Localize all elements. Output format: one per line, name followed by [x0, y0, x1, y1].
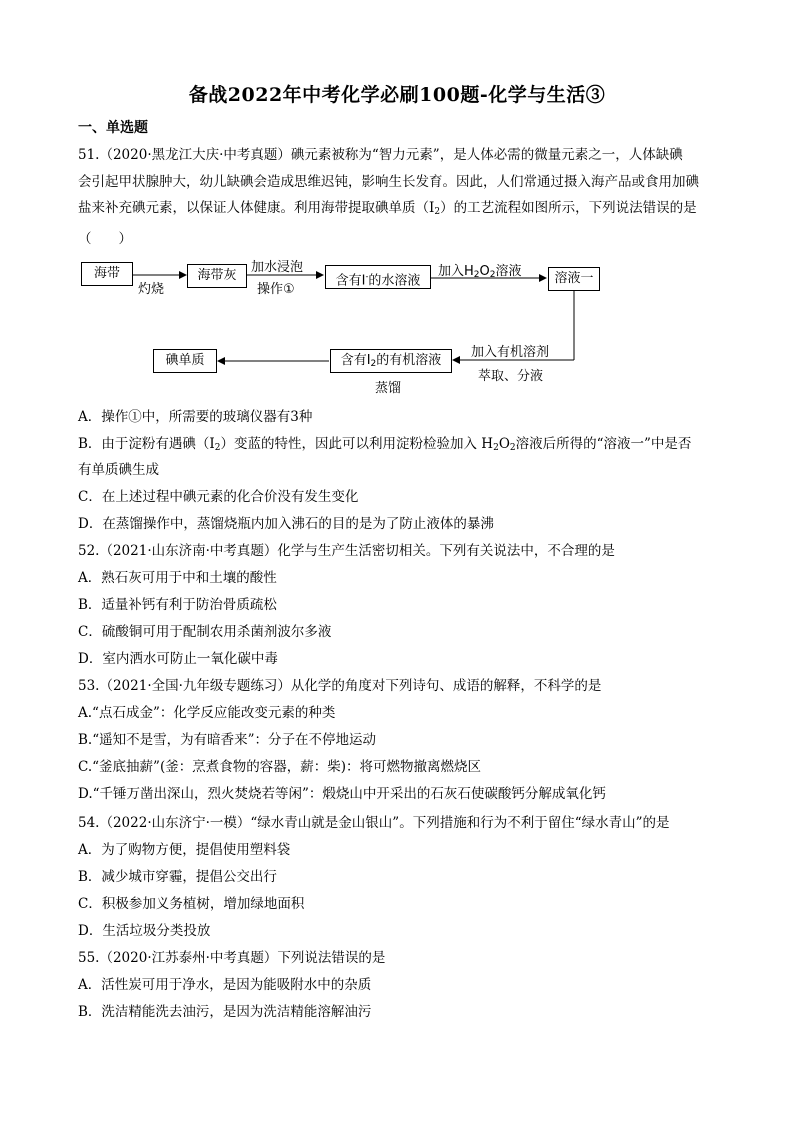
- flow-label-distill: 蒸馏: [375, 381, 402, 396]
- q54-option-d: D．生活垃圾分类投放: [78, 923, 211, 939]
- q51-line-4: （ ）: [78, 230, 132, 247]
- flow-label-add-h2o2: 加入$H_2O_2$溶液: [438, 264, 522, 280]
- flow-box-kelp-ash: 海带灰: [187, 264, 247, 288]
- q51-option-d: D．在蒸馏操作中，蒸馏烧瓶内加入沸石的目的是为了防止液体的暴沸: [78, 516, 494, 532]
- flow-label-add-organic: 加入有机溶剂: [471, 345, 550, 360]
- flow-label-burn: 灼烧: [138, 282, 165, 297]
- q51-option-b-cont: 有单质碘生成: [78, 462, 159, 478]
- flow-label-operation-1: 操作①: [257, 282, 295, 297]
- q53-option-d: D.“千锤万凿出深山，烈火焚烧若等闲”：煅烧山中开采出的石灰石使碳酸钙分解成氧化钙: [78, 786, 606, 802]
- q55-option-a: A．活性炭可用于净水，是因为能吸附水中的杂质: [78, 977, 372, 993]
- q55-option-b: B．洗洁精能洗去油污，是因为洗洁精能溶解油污: [78, 1004, 372, 1020]
- flow-label-soak: 加水浸泡: [251, 260, 304, 275]
- q54-stem: 54.（2022·山东济宁·一模）“绿水青山就是金山银山”。下列措施和行为不利于留住“绿水青山”的是: [78, 815, 670, 831]
- q51-line-2: 会引起甲状腺肿大，幼儿缺碘会造成思维迟钝，影响生长发育。因此，人们常通过摄入海产品或食用加碘: [78, 173, 699, 190]
- q51-option-a: A．操作①中，所需要的玻璃仪器有3种: [78, 409, 313, 425]
- q54-option-c: C．积极参加义务植树，增加绿地面积: [78, 896, 305, 912]
- q55-stem: 55.（2020·江苏泰州·中考真题）下列说法错误的是: [78, 950, 386, 966]
- q53-option-c: C.“釜底抽薪”(釜：烹煮食物的容器，薪：柴)：将可燃物撤离燃烧区: [78, 759, 481, 775]
- q51-line-1: 51.（2020·黑龙江大庆·中考真题）碘元素被称为“智力元素”，是人体必需的微量元素之一，人体缺碘: [78, 147, 683, 163]
- q53-option-b: B.“遥知不是雪，为有暗香来”：分子在不停地运动: [78, 732, 377, 748]
- q54-option-a: A．为了购物方便，提倡使用塑料袋: [78, 842, 291, 858]
- q51-option-c: C．在上述过程中碘元素的化合价没有发生变化: [78, 489, 359, 505]
- flow-box-organic-solution: 含有$I_2$的有机溶液: [330, 349, 452, 373]
- flow-label-extract: 萃取、分液: [478, 369, 544, 384]
- section-heading: 一、单选题: [78, 120, 148, 136]
- q52-option-b: B．适量补钙有利于防治骨质疏松: [78, 597, 277, 613]
- flow-box-kelp: 海带: [81, 262, 133, 286]
- q51-option-b: B．由于淀粉有遇碘$(I_2)$变蓝的特性，因此可以利用淀粉检验加入 $H_2O_2$溶液后所得的“溶液一”中是否: [78, 436, 692, 453]
- q52-option-d: D．室内洒水可防止一氧化碳中毒: [78, 651, 278, 667]
- q52-stem: 52.（2021·山东济南·中考真题）化学与生产生活密切相关。下列有关说法中，不合理的是: [78, 543, 615, 559]
- flow-box-solution-one: 溶液一: [548, 267, 600, 291]
- q52-option-a: A．熟石灰可用于中和土壤的酸性: [78, 570, 277, 586]
- q54-option-b: B．减少城市穿霾，提倡公交出行: [78, 869, 277, 885]
- q51-line-3: 盐来补充碘元素，以保证人体健康。利用海带提取碘单质$(I_2)$的工艺流程如图所示，下列说法错误的是: [78, 200, 697, 217]
- q52-option-c: C．硫酸铜可用于配制农用杀菌剂波尔多液: [78, 624, 332, 640]
- q53-option-a: A.“点石成金”：化学反应能改变元素的种类: [78, 705, 336, 721]
- q53-stem: 53.（2021·全国·九年级专题练习）从化学的角度对下列诗句、成语的解释，不科学的是: [78, 678, 602, 694]
- flow-box-iodine: 碘单质: [153, 349, 217, 373]
- page-title: 备战2022年中考化学必刷100题-化学与生活③: [188, 84, 606, 106]
- flow-box-iodide-solution: 含有I-的水溶液: [325, 265, 431, 289]
